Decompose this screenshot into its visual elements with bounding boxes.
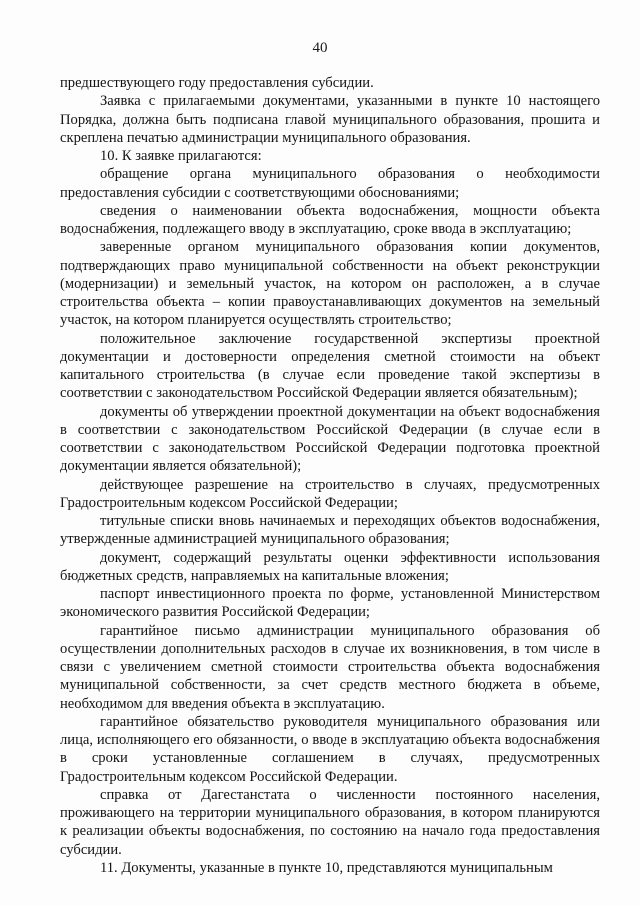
paragraph-11: документ, содержащий результаты оценки эффективности использования бюджетных средств, направляемых на капитальные вложения;	[60, 549, 600, 584]
paragraph-15: справка от Дагестанстата о численности постоянного населения, проживающего на территории муниципального образования, в котором планируются к реализации объекты водоснабжения, по состоянию на начало года предоставления субсидии.	[60, 786, 600, 858]
paragraph-9: действующее разрешение на строительство в случаях, предусмотренных Градостроительным кодексом Российской Федерации;	[60, 476, 600, 511]
paragraph-6: заверенные органом муниципального образования копии документов, подтверждающих право муниципальной собственности на объект реконструкции (модернизации) и земельный участок, на котором он расположен, а в случае строительства объекта – копии правоустанавливающих документов на земельный участок, на котором планируется осуществлять строительство;	[60, 239, 600, 329]
paragraph-16: 11. Документы, указанные в пункте 10, представляются муниципальным	[100, 859, 553, 876]
paragraph-13: гарантийное письмо администрации муниципального образования об осуществлении дополнительных расходов в случае их возникновения, в том числе в связи с увеличением сметной стоимости строительства объекта водоснабжения муниципальной собственности, за счет средств местного бюджета в объеме, необходимом для введения объекта в эксплуатацию.	[60, 622, 600, 712]
paragraph-12: паспорт инвестиционного проекта по форме, установленной Министерством экономического развития Российской Федерации;	[60, 586, 600, 621]
paragraph-7: положительное заключение государственной экспертизы проектной документации и достоверности определения сметной стоимости на объект капитального строительства (в случае если проведение такой экспертизы в соответствии с законодательством Российской Федерации является обязательным);	[60, 330, 600, 402]
paragraph-4: обращение органа муниципального образования о необходимости предоставления субсидии с соответствующими обоснованиями;	[60, 166, 600, 201]
paragraph-8: документы об утверждении проектной документации на объект водоснабжения в соответствии с законодательством Российской Федерации (в случае если в соответствии с законодательством Российской Федерации подготовка проектной документации является обязательной);	[60, 403, 600, 475]
paragraph-3: 10. К заявке прилагаются:	[100, 148, 262, 164]
paragraph-1: предшествующего году предоставления субсидии.	[60, 75, 374, 91]
paragraph-10: титульные списки вновь начинаемых и переходящих объектов водоснабжения, утвержденные администрацией муниципального образования;	[60, 513, 600, 548]
paragraph-5: сведения о наименовании объекта водоснабжения, мощности объекта водоснабжения, подлежащего вводу в эксплуатацию, сроке ввода в эксплуатацию;	[60, 202, 600, 237]
document-body	[60, 74, 600, 877]
paragraph-2: Заявка с прилагаемыми документами, указанными в пункте 10 настоящего Порядка, должна быть подписана главой муниципального образования, прошита и скреплена печатью администрации муниципального образования.	[60, 93, 600, 146]
paragraph-14: гарантийное обязательство руководителя муниципального образования или лица, исполняющего его обязанности, о вводе в эксплуатацию объекта водоснабжения в сроки установленные соглашением в случаях, предусмотренных Градостроительным кодексом Российской Федерации.	[60, 713, 600, 785]
page-number: 40	[312, 40, 328, 56]
